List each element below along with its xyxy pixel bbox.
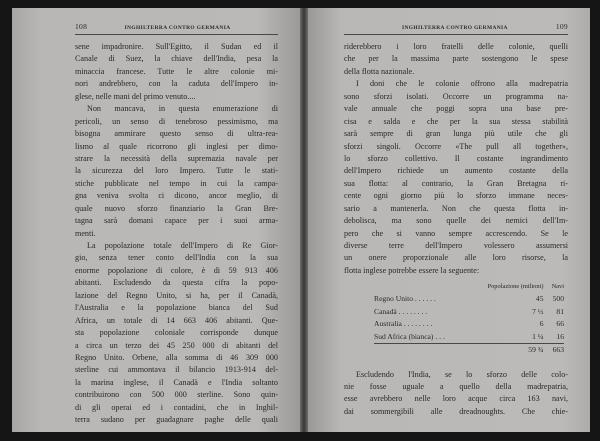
page-number: 109 <box>555 22 568 31</box>
text-line: minaccia francese. Tutte le altre colonie mi- <box>75 66 278 76</box>
text-line: sario a mantenerla. Non che questa flotta in- <box>344 203 568 213</box>
column-header-ships: Navi <box>551 282 564 290</box>
text-line: strare la necessità della supremazia navale per <box>75 153 278 163</box>
row-name: Regno Unito <box>374 294 414 304</box>
text-line: terra sudano per guadagnare paghe delle quali <box>75 415 278 425</box>
page-number: 108 <box>75 22 88 31</box>
row-ships: 66 <box>556 319 564 329</box>
table-row: Australia . . . . . . . . 6 66 <box>374 318 564 330</box>
text-line: pero che si vanno sempre accrescendo. Se le <box>344 228 568 238</box>
text-line: la sicurezza del loro Impero. Tutte le stati- <box>75 166 278 176</box>
table-total-row <box>374 344 564 357</box>
table-header-row <box>374 280 564 293</box>
text-line: sforzi singoli. Occorre «The pull all together», <box>344 141 568 151</box>
text-line: lo sforzo collettivo. Il costante ingrandimento <box>344 153 568 163</box>
text-line: dell'Impero richiede un aumento costante della <box>344 166 568 176</box>
text-line: glese, nelle mani del primo venuto.... <box>75 91 196 101</box>
text-line: sua flotta: al contrario, la Gran Bretagna ri- <box>344 178 568 188</box>
row-ships: 16 <box>556 331 564 341</box>
text-line: menti. <box>75 228 96 238</box>
running-head-right <box>344 22 568 35</box>
text-line: sono sforzi isolati. Occorre un programma na- <box>344 91 568 101</box>
text-line: sene impadronire. Sull'Egitto, il Sudan ed il <box>75 42 278 51</box>
column-header-population: Popolazione (milioni) <box>487 282 544 290</box>
text-line: della flotta nazionale. <box>344 66 415 76</box>
text-line: bisogna ammirare questo senso di ultra-rea- <box>75 129 278 139</box>
text-line: dai sommergibili alle dreadnoughts. Che chie- <box>344 406 568 416</box>
text-line: Africa, un totale di 14 663 406 abitanti. Que- <box>75 315 278 325</box>
total-population: 59 ¾ <box>468 344 547 357</box>
text-line: gna veniva svolta ci dicono, ancor meglio, di <box>75 191 278 201</box>
text-line: Canale di Suez, la chiave dell'India, pesa la <box>75 54 278 64</box>
text-line: sterline cui ammontava il bilancio 1913-914 del- <box>75 365 278 375</box>
running-title: INGHILTERRA CONTRO GERMANIA <box>124 25 231 31</box>
book-gutter <box>300 8 308 432</box>
text-line: stiche pubblicate nel tempo in cui la campa- <box>75 178 278 188</box>
text-line: riderebbero i loro fratelli delle colonie, quelli <box>344 42 568 51</box>
text-line: tagna sarà domani capace per i suoi arma- <box>75 216 278 226</box>
text-line: contribuirono con 500 000 sterline. Sono quin- <box>75 390 278 400</box>
text-line: un onere proporzionale alle loro risorse, la <box>344 253 568 263</box>
text-line: la marina inglese, il Canadà e l'India soltanto <box>75 377 278 387</box>
text-line: l'Australia e la popolazione bianca del Sud <box>75 303 278 313</box>
text-line: sta popolazione coloniale corrisponde dunque <box>75 328 278 338</box>
text-line: La popolazione totale dell'Impero di Re Gior- <box>87 241 278 250</box>
row-population: 1 ¼ <box>532 331 544 341</box>
text-line: quale nuovo sforzo finanziario la Gran Bre- <box>75 203 278 213</box>
right-body-text <box>344 41 568 418</box>
row-ships: 500 <box>552 294 564 304</box>
table-row: Sud Africa (bianca) . . . 1 ¼ 16 <box>374 331 564 344</box>
fleet-table <box>374 280 564 356</box>
text-line: enorme popolazione di colore, è di 59 913 406 <box>75 265 278 275</box>
text-line: sarà sempre di gran lunga più utile che gli <box>344 129 568 139</box>
text-line: pericoli, un senso di tenebroso pessimismo, ma <box>75 116 278 126</box>
text-line: lismo al quale ricorrono gli inglesi per dimo- <box>75 141 278 151</box>
text-line: a circa un terzo dei 45 250 000 di abitanti del <box>75 340 278 350</box>
left-body-text <box>75 41 278 427</box>
text-line: diverse terre dell'Impero volessero assumersi <box>344 241 568 250</box>
right-page <box>308 8 590 432</box>
text-line: flotta inglese potrebbe essere la seguente: <box>344 265 480 275</box>
row-name: Australia <box>374 319 402 329</box>
text-line: di gli operai ed i contadini, che in Inghil- <box>75 402 278 412</box>
text-line: debolisca, ma sono quelle dei nemici dell'Im- <box>344 216 568 226</box>
row-population: 45 <box>535 294 544 304</box>
text-line: gio, senza tener conto dell'India con la sua <box>75 253 278 263</box>
text-line: vale annuale che poggi sopra una base pre- <box>344 104 568 114</box>
running-title: INGHILTERRA CONTRO GERMANIA <box>401 25 508 31</box>
row-name: Canadà <box>374 306 397 316</box>
text-line: Regno Unito. Orbene, alla somma di 46 309 000 <box>75 352 278 362</box>
text-line: nori andrebbero, con la caduta dell'Impero in- <box>75 79 278 89</box>
text-line: Non mancava, in questa enumerazione di <box>87 104 278 114</box>
text-line: cisa e salda e che per la sua stessa stabilità <box>344 116 568 126</box>
text-line: I doni che le colonie offrono alla madrepatria <box>356 79 568 89</box>
row-population: 7 ½ <box>532 306 544 316</box>
running-head-left <box>75 22 278 35</box>
row-name: Sud Africa (bianca) <box>374 331 434 341</box>
text-line: cente ogni giorno più lo sforzo immane neces- <box>344 191 568 201</box>
table-row: Canadà . . . . . . . . 7 ½ 81 <box>374 306 564 318</box>
text-line: che per la massima parte sostengono le spese <box>344 54 568 64</box>
row-ships: 81 <box>556 306 564 316</box>
left-page <box>12 8 300 432</box>
total-ships: 663 <box>547 344 564 357</box>
text-line: abitanti. Escludendo da questa cifra la popo- <box>75 278 278 288</box>
text-line: esse avrebbero nelle loro acque circa 163 navi, <box>344 394 568 404</box>
text-line: nie fosse uguale a quello della madrepatria, <box>344 382 568 392</box>
row-population: 6 <box>539 319 544 329</box>
text-line: Escludendo l'India, se lo sforzo delle colo- <box>356 369 568 379</box>
text-line: lazione del Regno Unito, si ha, per il Canadà, <box>75 290 278 300</box>
table-row: Regno Unito . . . . . . 45 500 <box>374 293 564 305</box>
